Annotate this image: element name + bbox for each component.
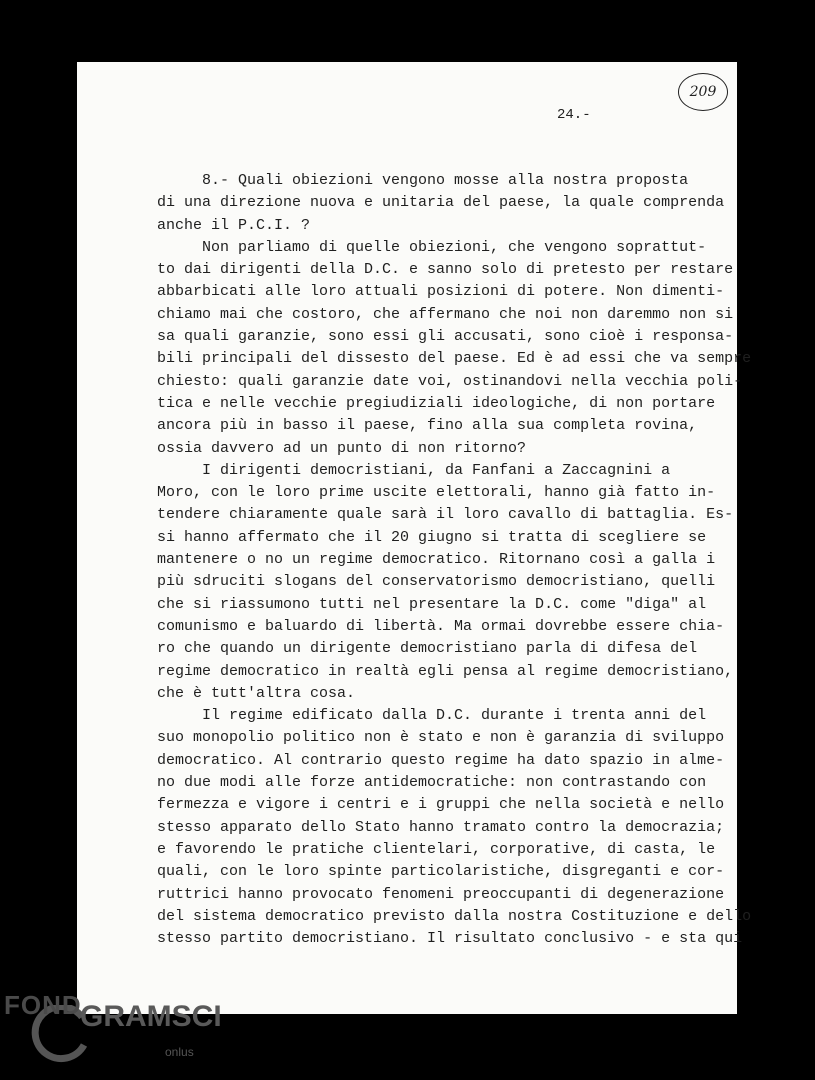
text-line: comunismo e baluardo di libertà. Ma ormai dovrebbe essere chia- [157,617,725,635]
text-line: sa quali garanzie, sono essi gli accusati, sono cioè i responsa- [157,328,734,346]
text-line: e favorendo le pratiche clientelari, corporative, di casta, le [157,840,716,858]
text-line: anche il P.C.I. ? [157,216,311,234]
fondazione-gramsci-logo [0,985,220,1080]
text-line: del sistema democratico previsto dalla nostra Costituzione e dello [157,907,752,925]
text-line: chiamo mai che costoro, che affermano che noi non daremmo non si [157,305,734,323]
text-line: tendere chiaramente quale sarà il loro cavallo di battaglia. Es- [157,506,734,524]
archive-stamp [678,73,728,111]
text-line: che si riassumono tutti nel presentare la D.C. come "diga" al [157,595,707,613]
text-line: Il regime edificato dalla D.C. durante i trenta anni del [157,707,707,725]
text-line: bili principali del dissesto del paese. Ed è ad essi che va sempre [157,350,752,368]
logo-onlus-text: onlus [165,1045,194,1059]
text-line: Non parliamo di quelle obiezioni, che vengono soprattut- [157,238,707,256]
text-line: abbarbicati alle loro attuali posizioni di potere. Non dimenti- [157,283,725,301]
text-line: si hanno affermato che il 20 giugno si tratta di scegliere se [157,528,707,546]
stamp-number: 209 [689,84,717,100]
text-line: stesso partito democristiano. Il risultato conclusivo - e sta qui [157,930,743,948]
text-line: stesso apparato dello Stato hanno tramato contro la democrazia; [157,818,725,836]
text-line: no due modi alle forze antidemocratiche: non contrastando con [157,774,707,792]
text-line: ro che quando un dirigente democristiano parla di difesa del [157,640,698,658]
text-line: più sdruciti slogans del conservatorismo democristiano, quelli [157,573,716,591]
page-number: 24.- [557,107,591,123]
text-line: fermezza e vigore i centri e i gruppi che nella società e nello [157,796,725,814]
text-line: I dirigenti democristiani, da Fanfani a Zaccagnini a [157,461,671,479]
text-line: regime democratico in realtà egli pensa al regime democristiano, [157,662,734,680]
text-line: democratico. Al contrario questo regime ha dato spazio in alme- [157,751,725,769]
text-line: tica e nelle vecchie pregiudiziali ideologiche, di non portare [157,394,716,412]
text-line: quali, con le loro spinte particolaristiche, disgreganti e cor- [157,863,725,881]
text-line: to dai dirigenti della D.C. e sanno solo di pretesto per restare [157,261,734,279]
text-line: ruttrici hanno provocato fenomeni preoccupanti di degenerazione [157,885,725,903]
logo-gramsci-text: GRAMSCI [80,1000,222,1033]
text-line: ancora più in basso il paese, fino alla sua completa rovina, [157,417,698,435]
text-line: ossia davvero ad un punto di non ritorno? [157,439,527,457]
text-line: suo monopolio politico non è stato e non è garanzia di sviluppo [157,729,725,747]
text-line: 8.- Quali obiezioni vengono mosse alla nostra proposta [157,172,689,189]
text-line: che è tutt'altra cosa. [157,684,356,702]
text-line: mantenere o no un regime democratico. Ritornano così a galla i [157,551,716,569]
logo-fond-text: FOND [4,990,82,1020]
text-line: Moro, con le loro prime uscite elettorali, hanno già fatto in- [157,484,716,502]
document-body [157,170,752,950]
text-line: chiesto: quali garanzie date voi, ostinandovi nella vecchia poli- [157,372,743,390]
text-line: di una direzione nuova e unitaria del paese, la quale comprenda [157,194,725,212]
